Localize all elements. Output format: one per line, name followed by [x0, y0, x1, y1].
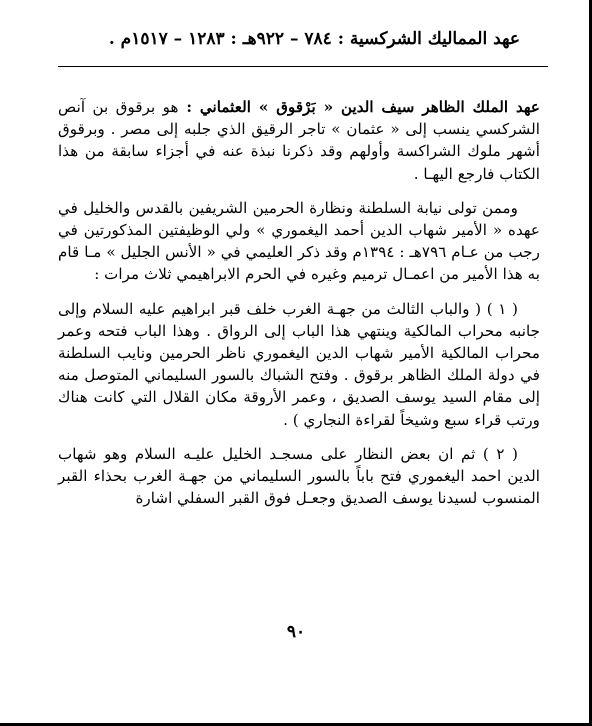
paragraph	[58, 96, 540, 185]
body-text	[58, 96, 540, 509]
paragraph	[58, 298, 540, 431]
page-number: ٩٠	[286, 622, 306, 642]
paragraph	[58, 197, 540, 286]
paragraph-text: ( ١ ) ( والباب الثالث من جهـة الغرب خلف قبر ابراهيم عليه السلام وإلى جانبه محراب المالكية وينتهي هذا الباب إلى الرواق . وهذا الباب فتحه وعمر محراب المالكية الأمير شهاب الدين اليغموري ناظر الحرمين ونايب السلطنة في دولة الملك الظاهر برقوق . وفتح الشباك بالسور السليماني المتوصل منه إلى مقام السيد يوسف الصديق ، وعمر الأروقة مكان القلال التي كانت هناك ورتب قراء سبع وشيخاً لقراءة النجاري ) .	[58, 299, 540, 429]
paragraph-text: هو برقوق بن آنص الشركسي ينسب إلى « عثمان » تاجر الرقيق الذي جلبه إلى مصر . وبرقوق أشهر ملوك الشراكسة وأولهم وقد ذكرنا نبذة عنه في أجزاء سابقة من هذا الكتاب فارجع اليهـا .	[58, 98, 540, 183]
paragraph-text: وممن تولى نيابة السلطنة ونظارة الحرمين الشريفين بالقدس والخليل في عهده « الأمير شهاب الدين أحمد اليغموري » ولي الوظيفتين المذكورتين في رجب من عـام ٧٩٦هـ : ١٣٩٤م وقد ذكر العليمي في « الأنس الجليل » مـا قام به هذا الأمير من اعمـال ترميم وغيره في الحرم الابراهيمي ثلاث مرات :	[58, 198, 540, 284]
header-rule	[58, 66, 548, 67]
paragraph-lead: عهد الملك الظاهر سيف الدين « بَرْقوق » العثماني :	[178, 98, 540, 116]
paragraph	[58, 443, 540, 510]
running-header: عهد المماليك الشركسية : ٧٨٤ – ٩٢٢هـ : ١٢٨٣ – ١٥١٧م .	[108, 29, 520, 49]
paragraph-text: ( ٢ ) ثم ان بعض النظار على مسجـد الخليل عليـه السلام وهو شهاب الدين احمد اليغموري فتح باباً بالسور السليماني من جهـة الغرب بحذاء القبر المنسوب لسيدنا يوسف الصديق وجعـل فوق القبر السفلي اشارة	[58, 444, 540, 508]
